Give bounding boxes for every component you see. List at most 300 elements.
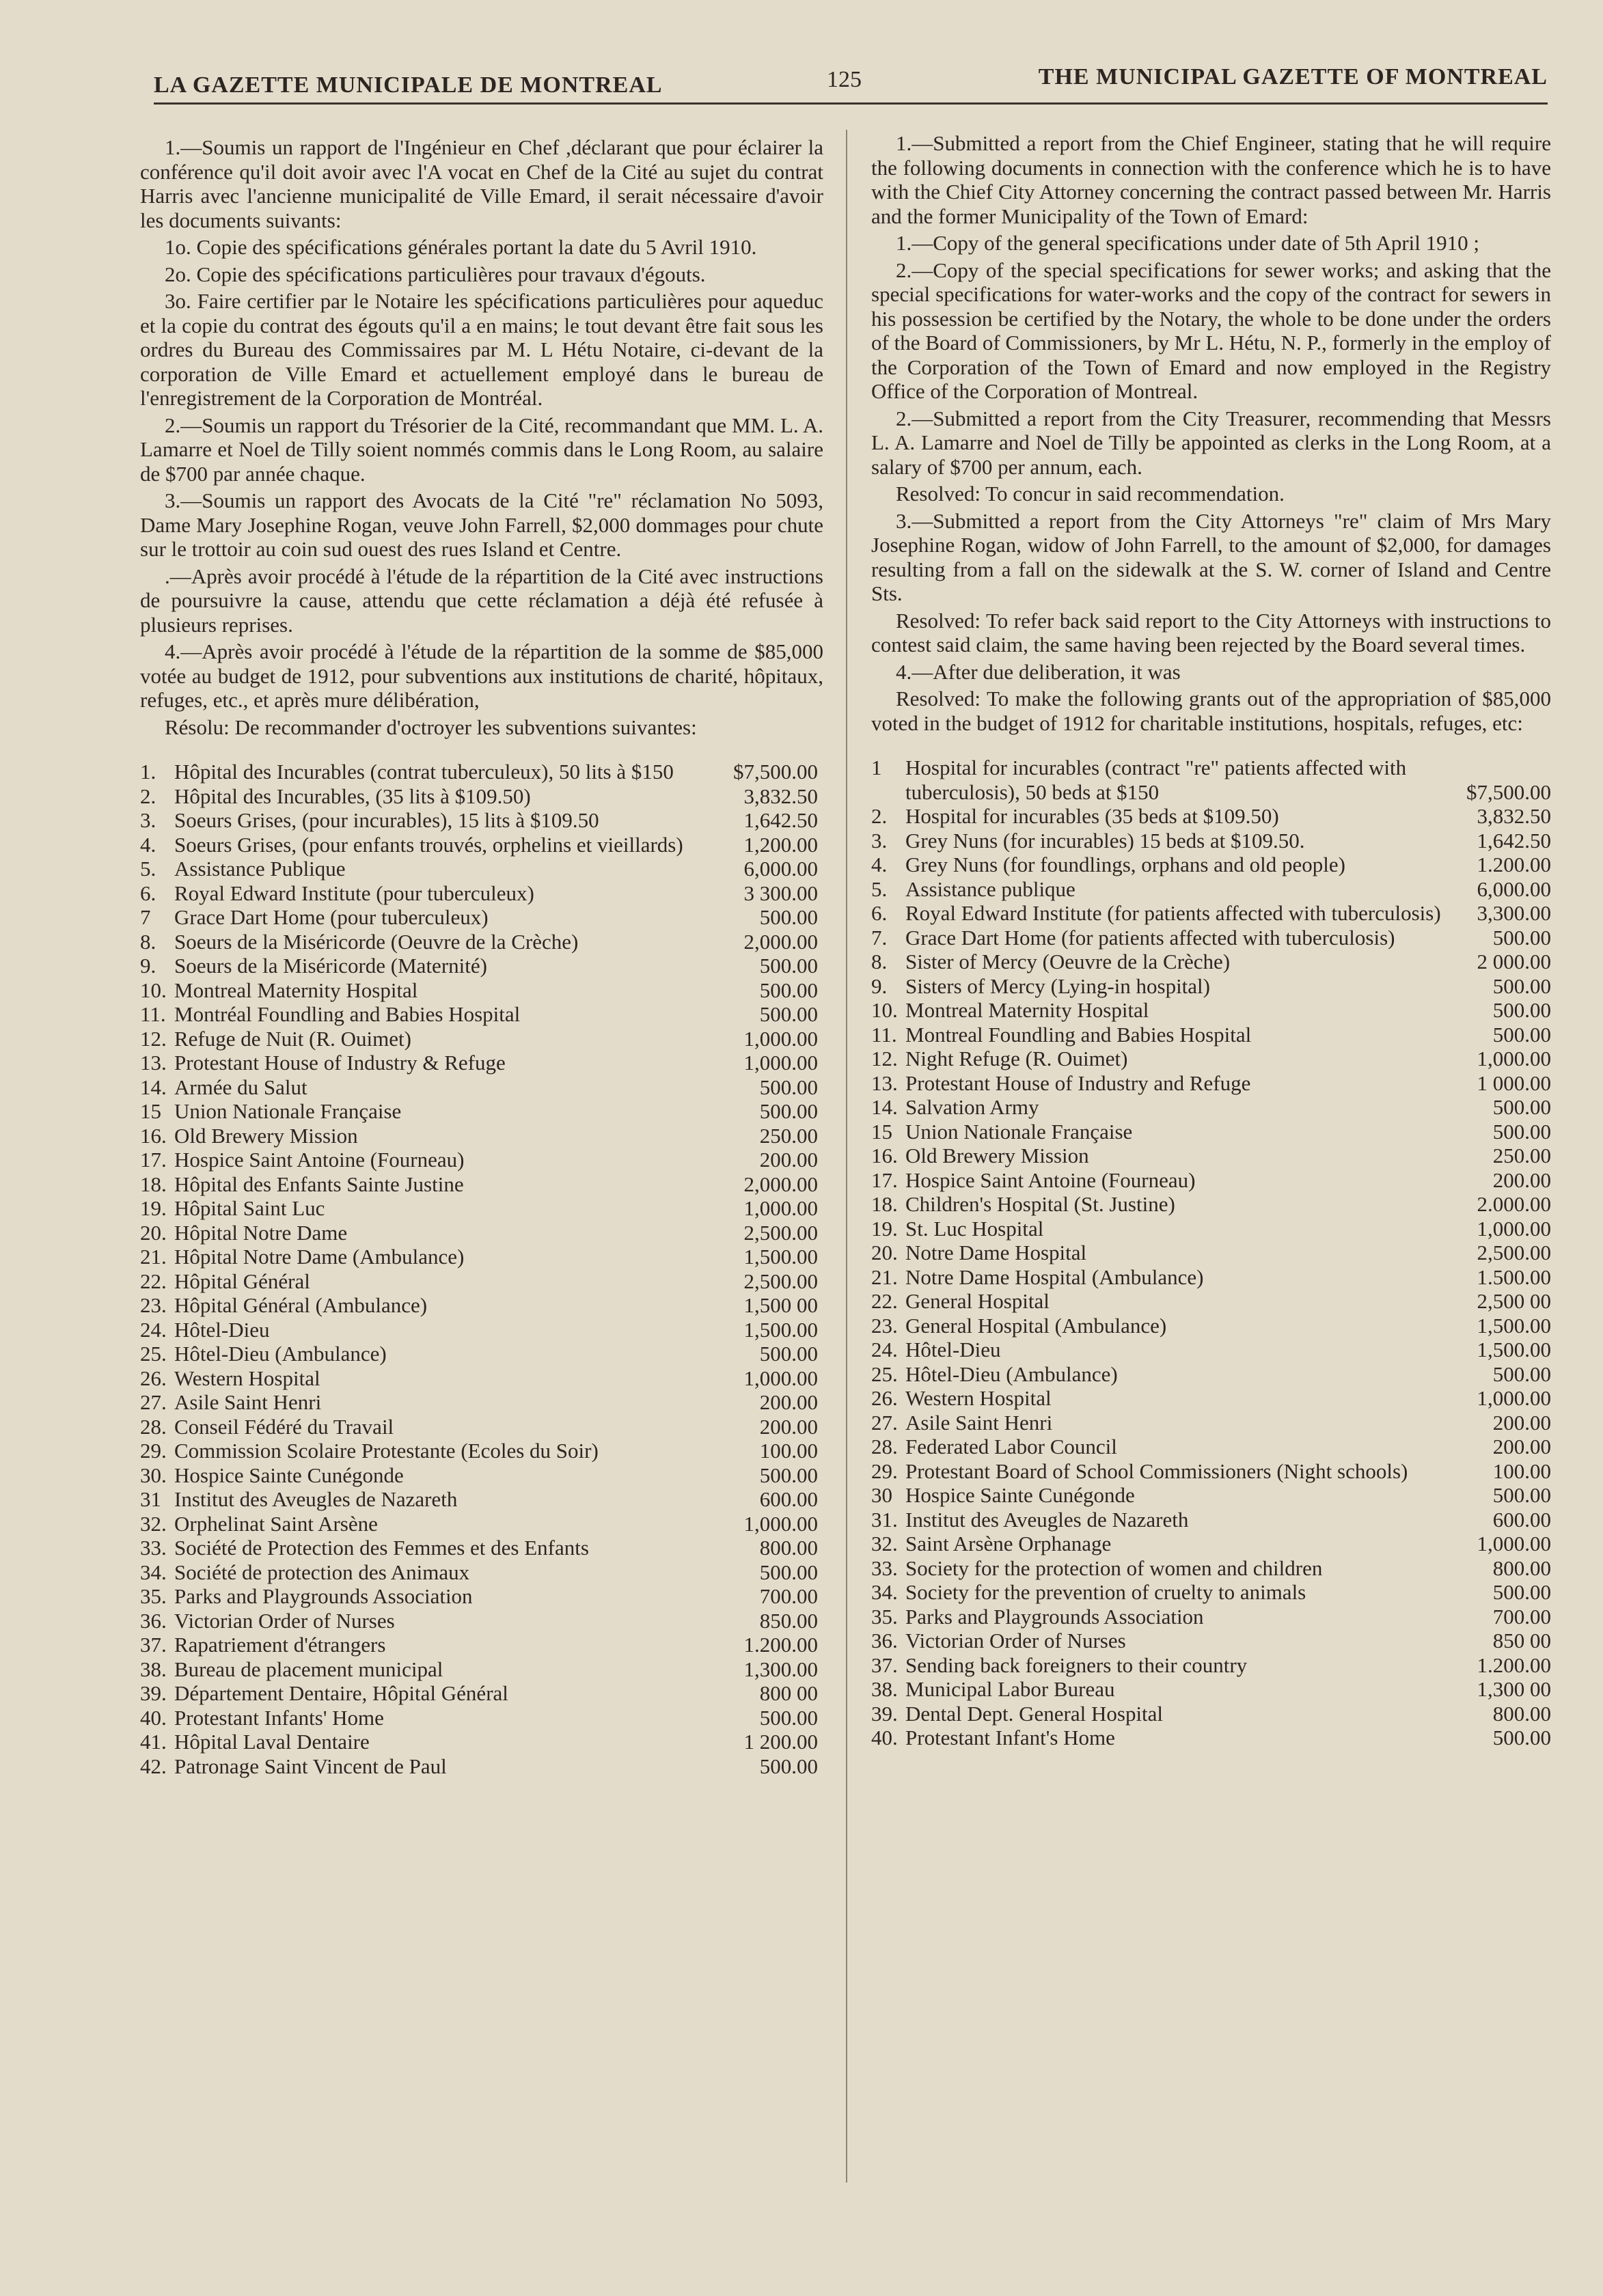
en-grant-row xyxy=(871,1265,1551,1290)
grant-number: 31. xyxy=(871,1507,898,1532)
grant-amount: 200.00 xyxy=(759,1148,818,1172)
grant-name: Patronage Saint Vincent de Paul xyxy=(174,1754,447,1778)
grant-amount: 600.00 xyxy=(1492,1507,1551,1532)
grant-number: 41. xyxy=(140,1730,167,1754)
grant-amount: 800.00 xyxy=(759,1536,818,1560)
grant-number: 30 xyxy=(871,1483,892,1507)
grant-number: 28. xyxy=(871,1435,898,1458)
grant-amount: 500.00 xyxy=(759,1560,818,1584)
en-grant-row xyxy=(871,1580,1551,1605)
fr-resolved: Résolu: De recommander d'octroyer les subventions suivantes: xyxy=(165,715,697,739)
en-grant-row xyxy=(871,1217,1551,1241)
grant-amount: 2,000.00 xyxy=(743,929,818,954)
grant-name: Hôpital Saint Luc xyxy=(174,1196,325,1220)
en-grant-row xyxy=(871,1726,1551,1750)
grant-name: Hôpital Notre Dame xyxy=(174,1220,348,1245)
grant-number: 16. xyxy=(871,1144,898,1167)
grant-number: 14. xyxy=(140,1075,167,1099)
english-column xyxy=(871,131,1551,1750)
grant-amount: 200.00 xyxy=(1492,1410,1551,1435)
grant-amount: 2 000.00 xyxy=(1477,950,1551,973)
grant-amount: 1,500 00 xyxy=(743,1293,818,1317)
grant-number: 17. xyxy=(871,1167,898,1192)
grant-number: 3. xyxy=(871,828,888,853)
grant-name: Parks and Playgrounds Association xyxy=(905,1604,1204,1629)
grant-name: Département Dentaire, Hôpital Général xyxy=(174,1681,508,1705)
grant-number: 4. xyxy=(871,853,888,876)
grant-number: 3. xyxy=(140,808,156,832)
grant-name: Hospice Sainte Cunégonde xyxy=(174,1463,404,1487)
column-divider xyxy=(846,130,847,2183)
grant-amount: 1,500.00 xyxy=(1477,1338,1551,1361)
grant-amount: 1,642.50 xyxy=(1477,828,1551,853)
grant-amount: 200.00 xyxy=(759,1414,818,1439)
en-grant-row xyxy=(871,1483,1551,1508)
grant-number: 23. xyxy=(140,1293,167,1317)
grant-amount: 500.00 xyxy=(759,1002,818,1026)
grant-name: Assistance Publique xyxy=(174,857,346,881)
grant-amount: 1,000.00 xyxy=(743,1511,818,1536)
grant-amount: 500.00 xyxy=(1492,998,1551,1022)
grant-number: 36. xyxy=(871,1629,898,1652)
grant-name: Asile Saint Henri xyxy=(174,1390,322,1414)
grant-number: 7 xyxy=(140,905,151,929)
grant-amount: 500.00 xyxy=(1492,1361,1551,1386)
fr-grant-row xyxy=(140,1754,823,1779)
grant-number: 36. xyxy=(140,1608,167,1633)
grant-number: 18. xyxy=(871,1192,898,1216)
grant-amount: 200.00 xyxy=(759,1390,818,1414)
en-resolved-2: Resolved: To concur in said recommendation. xyxy=(896,482,1285,506)
grant-number: 34. xyxy=(140,1560,167,1584)
grant-name: Grey Nuns (for incurables) 15 beds at $109.50. xyxy=(905,828,1305,853)
grant-name: Protestant House of Industry and Refuge xyxy=(905,1070,1251,1095)
grant-number: 37. xyxy=(871,1652,898,1677)
grant-name: Hospice Sainte Cunégonde xyxy=(905,1483,1135,1507)
en-grant-row xyxy=(871,1629,1551,1653)
en-grant-row xyxy=(871,877,1551,902)
grant-number: 6. xyxy=(140,881,156,905)
en-grant-row xyxy=(871,926,1551,950)
en-grant-row xyxy=(871,1144,1551,1168)
fr-grant-row xyxy=(140,954,823,978)
fr-item-3-decision: .—Après avoir procédé à l'étude de la répartition de la Cité avec instructions de poursuivre la cause, attendu que cette réclamation a déjà été refusée à plusieurs reprises. xyxy=(140,564,823,637)
grant-name: Hospital for incurables (contract "re" patients affected with tuberculosis), 50 beds at $150 xyxy=(905,756,1407,804)
grant-amount: 500.00 xyxy=(759,1342,818,1366)
grant-name: Children's Hospital (St. Justine) xyxy=(905,1192,1175,1216)
grant-name: Société de Protection des Femmes et des Enfants xyxy=(174,1536,589,1560)
fr-grant-row xyxy=(140,1148,823,1172)
grant-amount: 2,000.00 xyxy=(743,1172,818,1196)
grant-name: Hospice Saint Antoine (Fourneau) xyxy=(174,1148,465,1172)
grant-number: 23. xyxy=(871,1313,898,1338)
grant-number: 7. xyxy=(871,925,888,950)
grant-amount: 700.00 xyxy=(1492,1604,1551,1629)
grant-name: Union Nationale Française xyxy=(174,1099,402,1123)
grant-number: 5. xyxy=(871,876,888,901)
grant-name: Royal Edward Institute (pour tuberculeux) xyxy=(174,881,534,905)
grant-name: Hospital for incurables (35 beds at $109.50) xyxy=(905,804,1279,828)
grant-number: 34. xyxy=(871,1580,898,1604)
grant-name: Soeurs Grises, (pour enfants trouvés, orphelins et vieillards) xyxy=(174,832,683,857)
en-item-4: 4.—After due deliberation, it was xyxy=(896,659,1181,684)
grant-name: Protestant Infants' Home xyxy=(174,1705,384,1730)
fr-grant-row xyxy=(140,1027,823,1051)
en-grant-row xyxy=(871,1386,1551,1411)
en-item-2: 2.—Submitted a report from the City Treasurer, recommending that Messrs L. A. Lamarre and Noel de Tilly be appointed as clerks in the Long Room, at a salary of $700 per annum, each. xyxy=(871,406,1551,479)
fr-item-1-2: 2o. Copie des spécifications particulières pour travaux d'égouts. xyxy=(165,262,706,286)
en-grant-row xyxy=(871,901,1551,926)
grant-name: Montreal Maternity Hospital xyxy=(905,998,1149,1022)
grant-number: 16. xyxy=(140,1123,167,1148)
en-grant-row xyxy=(871,1556,1551,1581)
grant-amount: 600.00 xyxy=(759,1487,818,1511)
grant-amount: 800 00 xyxy=(759,1681,818,1705)
grant-name: Notre Dame Hospital xyxy=(905,1241,1087,1264)
en-grant-row xyxy=(871,1702,1551,1726)
page-header xyxy=(154,60,1548,101)
en-grant-row xyxy=(871,1314,1551,1338)
grant-amount: 100.00 xyxy=(1492,1458,1551,1483)
grant-number: 31 xyxy=(140,1487,161,1511)
grant-number: 19. xyxy=(140,1196,167,1220)
grant-name: Hôtel-Dieu (Ambulance) xyxy=(905,1361,1118,1386)
grant-amount: 1.200.00 xyxy=(1477,853,1551,876)
grant-name: Grace Dart Home (for patients affected with tuberculosis) xyxy=(905,925,1395,950)
grant-number: 2. xyxy=(140,784,156,808)
grant-name: Orphelinat Saint Arsène xyxy=(174,1511,378,1536)
grant-name: Hôtel-Dieu (Ambulance) xyxy=(174,1342,387,1366)
grant-amount: 500.00 xyxy=(759,905,818,929)
fr-grant-row xyxy=(140,1002,823,1027)
grant-amount: 1,500.00 xyxy=(743,1317,818,1342)
grant-amount: 500.00 xyxy=(759,1754,818,1778)
grant-name: Old Brewery Mission xyxy=(905,1144,1089,1167)
fr-grant-row xyxy=(140,1366,823,1391)
fr-grant-row xyxy=(140,784,823,809)
grant-number: 20. xyxy=(140,1220,167,1245)
fr-grant-row xyxy=(140,1390,823,1415)
grant-amount: 850 00 xyxy=(1492,1629,1551,1652)
grant-number: 25. xyxy=(140,1342,167,1366)
grant-name: Soeurs de la Miséricorde (Maternité) xyxy=(174,954,487,978)
grant-name: Protestant House of Industry & Refuge xyxy=(174,1051,506,1075)
grant-number: 40. xyxy=(140,1705,167,1730)
en-resolved-4: Resolved: To make the following grants out of the appropriation of $85,000 voted in the budget of 1912 for charitable institutions, hospitals, refuges, etc: xyxy=(871,687,1551,735)
en-grant-list xyxy=(871,756,1551,1750)
grant-name: Grace Dart Home (pour tuberculeux) xyxy=(174,905,489,929)
grant-amount: 2,500.00 xyxy=(743,1269,818,1293)
fr-grant-row xyxy=(140,1196,823,1221)
grant-amount: 1,000.00 xyxy=(743,1196,818,1220)
grant-name: Sisters of Mercy (Lying-in hospital) xyxy=(905,973,1210,998)
header-title-french: LA GAZETTE MUNICIPALE DE MONTREAL xyxy=(154,72,663,98)
grant-name: Hôpital des Incurables (contrat tuberculeux), 50 lits à $150 xyxy=(174,760,674,784)
en-grant-row xyxy=(871,1168,1551,1193)
grant-amount: 1,000.00 xyxy=(1477,1216,1551,1241)
fr-grant-row xyxy=(140,930,823,954)
grant-name: Municipal Labor Bureau xyxy=(905,1677,1115,1701)
grant-amount: 500.00 xyxy=(1492,1580,1551,1604)
fr-grant-list xyxy=(140,760,823,1778)
grant-name: Hôpital Laval Dentaire xyxy=(174,1730,370,1754)
en-grant-row xyxy=(871,1241,1551,1265)
en-grant-row xyxy=(871,1653,1551,1678)
grant-name: Western Hospital xyxy=(905,1386,1052,1410)
grant-amount: 500.00 xyxy=(1492,1726,1551,1749)
fr-grant-row xyxy=(140,808,823,833)
grant-amount: 1.500.00 xyxy=(1477,1264,1551,1289)
grant-number: 26. xyxy=(871,1386,898,1410)
grant-number: 1 xyxy=(871,756,882,779)
grant-number: 26. xyxy=(140,1366,167,1390)
grant-amount: 1,500.00 xyxy=(1477,1313,1551,1338)
grant-number: 19. xyxy=(871,1216,898,1241)
grant-amount: 3,832.50 xyxy=(743,784,818,808)
grant-number: 12. xyxy=(140,1026,167,1051)
grant-number: 9. xyxy=(871,973,888,998)
fr-grant-row xyxy=(140,1633,823,1657)
grant-amount: 2,500.00 xyxy=(743,1220,818,1245)
grant-amount: 800.00 xyxy=(1492,1555,1551,1580)
grant-number: 30. xyxy=(140,1463,167,1487)
grant-number: 11. xyxy=(871,1022,897,1047)
grant-amount: 500.00 xyxy=(759,978,818,1002)
grant-name: Sister of Mercy (Oeuvre de la Crèche) xyxy=(905,950,1231,973)
en-grant-row xyxy=(871,1192,1551,1217)
grant-number: 10. xyxy=(140,978,167,1002)
grant-name: Hôpital Général (Ambulance) xyxy=(174,1293,428,1317)
grant-name: Société de protection des Animaux xyxy=(174,1560,470,1584)
grant-amount: 2,500.00 xyxy=(1477,1241,1551,1264)
grant-amount: 1,000.00 xyxy=(743,1366,818,1390)
grant-number: 35. xyxy=(140,1584,167,1608)
grant-name: Society for the protection of women and children xyxy=(905,1555,1323,1580)
grant-number: 14. xyxy=(871,1095,898,1119)
grant-number: 25. xyxy=(871,1361,898,1386)
grant-number: 33. xyxy=(140,1536,167,1560)
grant-amount: $7,500.00 xyxy=(1466,779,1551,804)
grant-name: Commission Scolaire Protestante (Ecoles du Soir) xyxy=(174,1439,599,1463)
grant-name: Old Brewery Mission xyxy=(174,1123,358,1148)
fr-grant-row xyxy=(140,1269,823,1294)
en-grant-row xyxy=(871,950,1551,974)
fr-grant-row xyxy=(140,905,823,930)
fr-grant-row xyxy=(140,1342,823,1366)
grant-name: Conseil Fédéré du Travail xyxy=(174,1414,394,1439)
grant-name: Rapatriement d'étrangers xyxy=(174,1633,386,1657)
grant-amount: 500.00 xyxy=(1492,1022,1551,1047)
en-grant-row xyxy=(871,829,1551,853)
en-item-1-1: 1.—Copy of the general specifications under date of 5th April 1910 ; xyxy=(896,231,1480,255)
grant-number: 10. xyxy=(871,998,898,1022)
en-grant-row xyxy=(871,1047,1551,1071)
en-grant-row xyxy=(871,1605,1551,1629)
grant-amount: 1,000.00 xyxy=(1477,1047,1551,1070)
grant-name: Victorian Order of Nurses xyxy=(905,1629,1126,1652)
grant-amount: 2.000.00 xyxy=(1477,1192,1551,1216)
en-grant-row xyxy=(871,1023,1551,1047)
grant-amount: 1,000.00 xyxy=(1477,1386,1551,1410)
grant-amount: 1,000.00 xyxy=(743,1026,818,1051)
grant-number: 39. xyxy=(140,1681,167,1705)
grant-number: 12. xyxy=(871,1047,898,1070)
grant-number: 28. xyxy=(140,1414,167,1439)
grant-amount: 1,300 00 xyxy=(1477,1677,1551,1701)
grant-amount: 3 300.00 xyxy=(743,881,818,905)
en-resolved-3: Resolved: To refer back said report to the City Attorneys with instructions to contest said claim, the same having been rejected by the Board several times. xyxy=(871,608,1551,656)
grant-number: 18. xyxy=(140,1172,167,1196)
grant-name: General Hospital (Ambulance) xyxy=(905,1313,1167,1338)
fr-item-1-3: 3o. Faire certifier par le Notaire les spécifications particulières pour aqueduc et la copie du contrat des égouts qu'il a en mains; le tout devant être fait sous les ordres du Bureau des Commissaires par M. L Hétu Notaire, ci-devant de la corporation de Ville Emard et actuellement employé dans le bureau de l'enregistrement de la Corporation de Montréal. xyxy=(140,289,823,410)
en-grant-row xyxy=(871,1411,1551,1435)
fr-grant-row xyxy=(140,857,823,881)
grant-name: Soeurs Grises, (pour incurables), 15 lits à $109.50 xyxy=(174,808,599,832)
grant-name: Protestant Infant's Home xyxy=(905,1726,1115,1749)
grant-name: General Hospital xyxy=(905,1289,1050,1313)
fr-grant-row xyxy=(140,1221,823,1245)
grant-name: Western Hospital xyxy=(174,1366,320,1390)
grant-amount: 1,000.00 xyxy=(743,1051,818,1075)
grant-amount: 250.00 xyxy=(1492,1144,1551,1167)
grant-name: Royal Edward Institute (for patients affected with tuberculosis) xyxy=(905,901,1441,925)
grant-amount: 200.00 xyxy=(1492,1167,1551,1192)
grant-name: Society for the prevention of cruelty to animals xyxy=(905,1580,1306,1604)
grant-name: Hôpital Notre Dame (Ambulance) xyxy=(174,1245,465,1269)
fr-grant-row xyxy=(140,1730,823,1754)
grant-amount: 500.00 xyxy=(759,954,818,978)
en-grant-row xyxy=(871,1362,1551,1387)
grant-number: 6. xyxy=(871,901,888,925)
grant-number: 8. xyxy=(871,950,888,973)
grant-number: 17. xyxy=(140,1148,167,1172)
grant-name: Dental Dept. General Hospital xyxy=(905,1701,1164,1726)
grant-name: Union Nationale Française xyxy=(905,1119,1133,1144)
grant-number: 4. xyxy=(140,832,156,857)
grant-amount: 3,832.50 xyxy=(1477,804,1551,828)
fr-grant-row xyxy=(140,1681,823,1706)
grant-name: Protestant Board of School Commissioners (Night schools) xyxy=(905,1458,1408,1483)
en-item-1-2: 2.—Copy of the special specifications for sewer works; and asking that the special specifications for water-works and the copy of the contract for sewers in his possession be certified by the Notary, the whole to be done under the orders of the Board of Commissioners, by Mr L. Hétu, N. P., formerly in the employ of the Corporation of the Town of Emard and now employed in the Registry Office of the Corporation of Montreal. xyxy=(871,258,1551,403)
grant-number: 15 xyxy=(871,1119,892,1144)
grant-number: 37. xyxy=(140,1633,167,1657)
grant-amount: 1,300.00 xyxy=(743,1657,818,1681)
grant-amount: 500.00 xyxy=(1492,925,1551,950)
grant-number: 22. xyxy=(871,1289,898,1313)
grant-amount: 850.00 xyxy=(759,1608,818,1633)
header-rule xyxy=(154,102,1548,105)
en-grant-row xyxy=(871,853,1551,877)
grant-number: 8. xyxy=(140,929,156,954)
header-title-english: THE MUNICIPAL GAZETTE OF MONTREAL xyxy=(1038,64,1548,89)
fr-grant-row xyxy=(140,978,823,1003)
grant-name: Parks and Playgrounds Association xyxy=(174,1584,473,1608)
fr-grant-row xyxy=(140,1172,823,1197)
en-grant-row xyxy=(871,1508,1551,1532)
grant-number: 22. xyxy=(140,1269,167,1293)
grant-amount: 500.00 xyxy=(759,1099,818,1123)
grant-name: Grey Nuns (for foundlings, orphans and old people) xyxy=(905,853,1345,876)
en-grant-row xyxy=(871,1071,1551,1096)
grant-name: Sending back foreigners to their country xyxy=(905,1652,1248,1677)
grant-name: Institut des Aveugles de Nazareth xyxy=(905,1507,1189,1532)
grant-name: Victorian Order of Nurses xyxy=(174,1608,395,1633)
fr-grant-row xyxy=(140,760,823,784)
fr-item-1: 1.—Soumis un rapport de l'Ingénieur en Chef ,déclarant que pour éclairer la conférence qu'il doit avoir avec l'A vocat en Chef de la Cité au sujet du contrat Harris avec l'ancienne municipalité de Ville Emard, il serait nécessaire d'avoir les documents suivants: xyxy=(140,135,823,232)
grant-number: 13. xyxy=(140,1051,167,1075)
grant-name: Hôpital des Incurables, (35 lits à $109.50) xyxy=(174,784,531,808)
grant-name: Notre Dame Hospital (Ambulance) xyxy=(905,1264,1204,1289)
grant-number: 2. xyxy=(871,804,888,828)
grant-number: 21. xyxy=(871,1264,898,1289)
grant-amount: 1,000.00 xyxy=(1477,1532,1551,1555)
fr-grant-row xyxy=(140,1706,823,1730)
grant-name: Armée du Salut xyxy=(174,1075,307,1099)
grant-number: 32. xyxy=(140,1511,167,1536)
en-grant-row xyxy=(871,1338,1551,1362)
grant-amount: 250.00 xyxy=(759,1123,818,1148)
grant-amount: 6,000.00 xyxy=(1477,876,1551,901)
fr-grant-row xyxy=(140,1609,823,1633)
grant-number: 39. xyxy=(871,1701,898,1726)
grant-number: 29. xyxy=(871,1458,898,1483)
grant-name: Asile Saint Henri xyxy=(905,1410,1053,1435)
grant-amount: 200.00 xyxy=(1492,1435,1551,1458)
grant-number: 42. xyxy=(140,1754,167,1778)
en-grant-row xyxy=(871,1095,1551,1120)
en-grant-row xyxy=(871,1289,1551,1314)
grant-amount: 100.00 xyxy=(759,1439,818,1463)
grant-amount: 1,200.00 xyxy=(743,832,818,857)
fr-grant-row xyxy=(140,881,823,906)
grant-amount: 500.00 xyxy=(1492,973,1551,998)
grant-number: 13. xyxy=(871,1070,898,1095)
grant-name: Refuge de Nuit (R. Ouimet) xyxy=(174,1026,411,1051)
grant-amount: 700.00 xyxy=(759,1584,818,1608)
grant-number: 27. xyxy=(871,1410,898,1435)
en-grant-row xyxy=(871,804,1551,829)
grant-name: Montréal Foundling and Babies Hospital xyxy=(174,1002,521,1026)
grant-name: Saint Arsène Orphanage xyxy=(905,1532,1112,1555)
grant-number: 20. xyxy=(871,1241,898,1264)
fr-grant-row xyxy=(140,1318,823,1342)
grant-number: 9. xyxy=(140,954,156,978)
fr-grant-row xyxy=(140,1099,823,1124)
en-grant-row xyxy=(871,1532,1551,1556)
fr-grant-row xyxy=(140,1415,823,1439)
grant-number: 38. xyxy=(140,1657,167,1681)
grant-number: 40. xyxy=(871,1726,898,1749)
grant-amount: 500.00 xyxy=(1492,1095,1551,1119)
fr-grant-row xyxy=(140,1487,823,1512)
en-grant-row xyxy=(871,1677,1551,1702)
fr-grant-row xyxy=(140,1584,823,1609)
grant-name: Montreal Foundling and Babies Hospital xyxy=(905,1022,1252,1047)
fr-grant-row xyxy=(140,1051,823,1075)
en-grant-row xyxy=(871,974,1551,999)
grant-name: Hôtel-Dieu xyxy=(905,1338,1001,1361)
grant-name: Hôtel-Dieu xyxy=(174,1317,270,1342)
grant-number: 21. xyxy=(140,1245,167,1269)
grant-name: Hôpital Général xyxy=(174,1269,310,1293)
grant-amount: 1.200.00 xyxy=(1477,1652,1551,1677)
en-grant-row xyxy=(871,1459,1551,1484)
grant-name: Bureau de placement municipal xyxy=(174,1657,443,1681)
fr-item-2: 2.—Soumis un rapport du Trésorier de la Cité, recommandant que MM. L. A. Lamarre et Noel de Tilly soient nommés commis dans le Long Room, au salaire de $700 par année chaque. xyxy=(140,413,823,486)
grant-name: Institut des Aveugles de Nazareth xyxy=(174,1487,458,1511)
grant-amount: 1 000.00 xyxy=(1477,1070,1551,1095)
grant-amount: 1,500.00 xyxy=(743,1245,818,1269)
